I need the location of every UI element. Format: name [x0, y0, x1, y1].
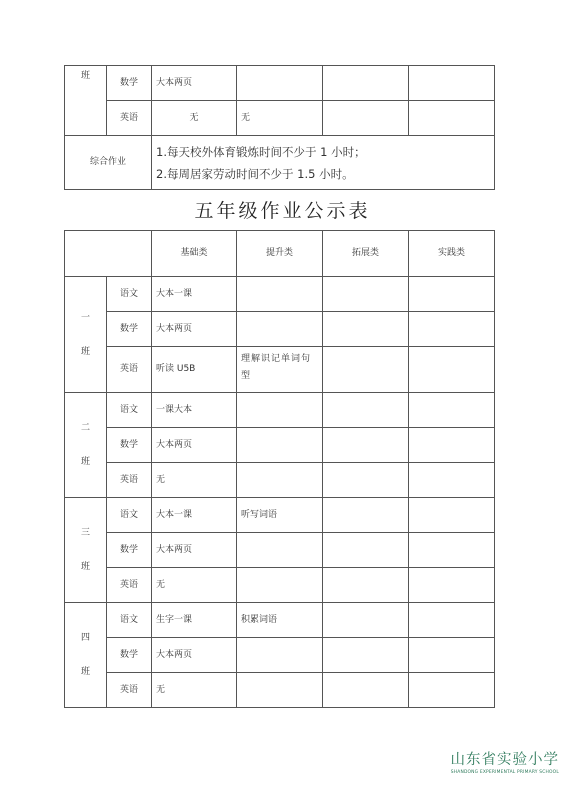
practice-cell — [409, 568, 495, 603]
improve-cell — [237, 428, 323, 463]
improve-cell — [237, 312, 323, 347]
comprehensive-line: 2.每周居家劳动时间不少于 1.5 小时。 — [156, 166, 354, 181]
subject-cell: 数学 — [107, 312, 152, 347]
comprehensive-content — [152, 136, 495, 190]
basic-cell: 大本两页 — [152, 428, 237, 463]
table-row — [65, 533, 495, 568]
practice-cell — [409, 277, 495, 312]
improve-cell — [237, 638, 323, 673]
class-name-char: 一 — [80, 312, 90, 323]
basic-cell: 无 — [152, 673, 237, 708]
school-logo-name: 山东省实验小学 — [450, 752, 559, 768]
expand-cell — [323, 673, 409, 708]
expand-cell — [323, 393, 409, 428]
expand-cell — [323, 277, 409, 312]
expand-cell — [323, 533, 409, 568]
expand-cell — [323, 638, 409, 673]
improve-cell — [237, 673, 323, 708]
header-improve: 提升类 — [237, 231, 323, 277]
header-expand: 拓展类 — [323, 231, 409, 277]
improve-cell — [237, 568, 323, 603]
table-row — [65, 393, 495, 428]
table-row — [65, 463, 495, 498]
practice-cell — [409, 393, 495, 428]
table-row — [65, 347, 495, 393]
table-row — [65, 277, 495, 312]
header-basic: 基础类 — [152, 231, 237, 277]
table-row — [65, 638, 495, 673]
basic-cell: 无 — [152, 568, 237, 603]
expand-cell — [323, 66, 409, 101]
page-title: 五年级作业公示表 — [194, 200, 371, 222]
class-name-char: 二 — [80, 423, 90, 433]
practice-cell — [409, 673, 495, 708]
basic-cell: 大本两页 — [152, 312, 237, 347]
basic-cell: 大本两页 — [152, 533, 237, 568]
subject-cell: 数学 — [107, 638, 152, 673]
improve-cell — [237, 277, 323, 312]
improve-cell — [237, 533, 323, 568]
class-name-cell — [65, 603, 107, 708]
grade5-homework-table — [64, 230, 495, 708]
practice-cell — [409, 463, 495, 498]
class-label: 班 — [65, 66, 107, 136]
class-name-char: 三 — [80, 528, 90, 538]
comprehensive-line: 1.每天校外体育锻炼时间不少于 1 小时； — [156, 144, 366, 159]
practice-cell — [409, 638, 495, 673]
practice-cell — [409, 312, 495, 347]
class-name-char: 班 — [80, 346, 90, 357]
subject-cell: 数学 — [107, 533, 152, 568]
class-name-char: 班 — [80, 562, 90, 572]
class-name-cell — [65, 498, 107, 603]
improve-cell: 理解识记单词句型 — [237, 347, 323, 393]
class-name-char: 班 — [80, 667, 90, 677]
subject-cell: 数学 — [107, 66, 152, 101]
header-blank — [65, 231, 152, 277]
practice-cell — [409, 101, 495, 136]
header-practice: 实践类 — [409, 231, 495, 277]
subject-cell: 语文 — [107, 603, 152, 638]
improve-cell: 积累词语 — [237, 603, 323, 638]
comprehensive-label: 综合作业 — [65, 136, 152, 190]
basic-cell: 听读 U5B — [152, 347, 237, 393]
subject-cell: 英语 — [107, 463, 152, 498]
table-row — [65, 498, 495, 533]
class-name-cell — [65, 277, 107, 393]
basic-cell: 生字一课 — [152, 603, 237, 638]
subject-cell: 英语 — [107, 673, 152, 708]
practice-cell — [409, 498, 495, 533]
class-name-char: 四 — [80, 633, 90, 643]
subject-cell: 英语 — [107, 347, 152, 393]
subject-cell: 语文 — [107, 277, 152, 312]
table-row — [65, 568, 495, 603]
subject-cell: 数学 — [107, 428, 152, 463]
subject-cell: 英语 — [107, 101, 152, 136]
basic-cell: 一课大本 — [152, 393, 237, 428]
top-homework-table — [64, 65, 495, 190]
basic-cell: 大本两页 — [152, 638, 237, 673]
practice-cell — [409, 533, 495, 568]
improve-cell: 听写词语 — [237, 498, 323, 533]
school-logo-english: SHANDONG EXPERIMENTAL PRIMARY SCHOOL — [450, 770, 559, 775]
improve-cell — [237, 393, 323, 428]
class-name-char: 班 — [80, 457, 90, 467]
practice-cell — [409, 66, 495, 101]
subject-cell: 语文 — [107, 498, 152, 533]
practice-cell — [409, 428, 495, 463]
basic-cell: 无 — [152, 101, 237, 136]
improve-cell — [237, 463, 323, 498]
basic-cell: 大本一课 — [152, 277, 237, 312]
class-name-cell — [65, 393, 107, 498]
table-row — [65, 603, 495, 638]
basic-cell: 无 — [152, 463, 237, 498]
practice-cell — [409, 603, 495, 638]
expand-cell — [323, 568, 409, 603]
improve-cell: 无 — [237, 101, 323, 136]
subject-cell: 英语 — [107, 568, 152, 603]
basic-cell: 大本一课 — [152, 498, 237, 533]
subject-cell: 语文 — [107, 393, 152, 428]
basic-cell: 大本两页 — [152, 66, 237, 101]
expand-cell — [323, 101, 409, 136]
expand-cell — [323, 463, 409, 498]
table-row — [65, 428, 495, 463]
expand-cell — [323, 498, 409, 533]
table-row — [65, 673, 495, 708]
improve-cell — [237, 66, 323, 101]
header-row — [65, 231, 495, 277]
expand-cell — [323, 312, 409, 347]
expand-cell — [323, 603, 409, 638]
practice-cell — [409, 347, 495, 393]
expand-cell — [323, 347, 409, 393]
expand-cell — [323, 428, 409, 463]
school-logo — [414, 748, 559, 775]
table-row — [65, 312, 495, 347]
